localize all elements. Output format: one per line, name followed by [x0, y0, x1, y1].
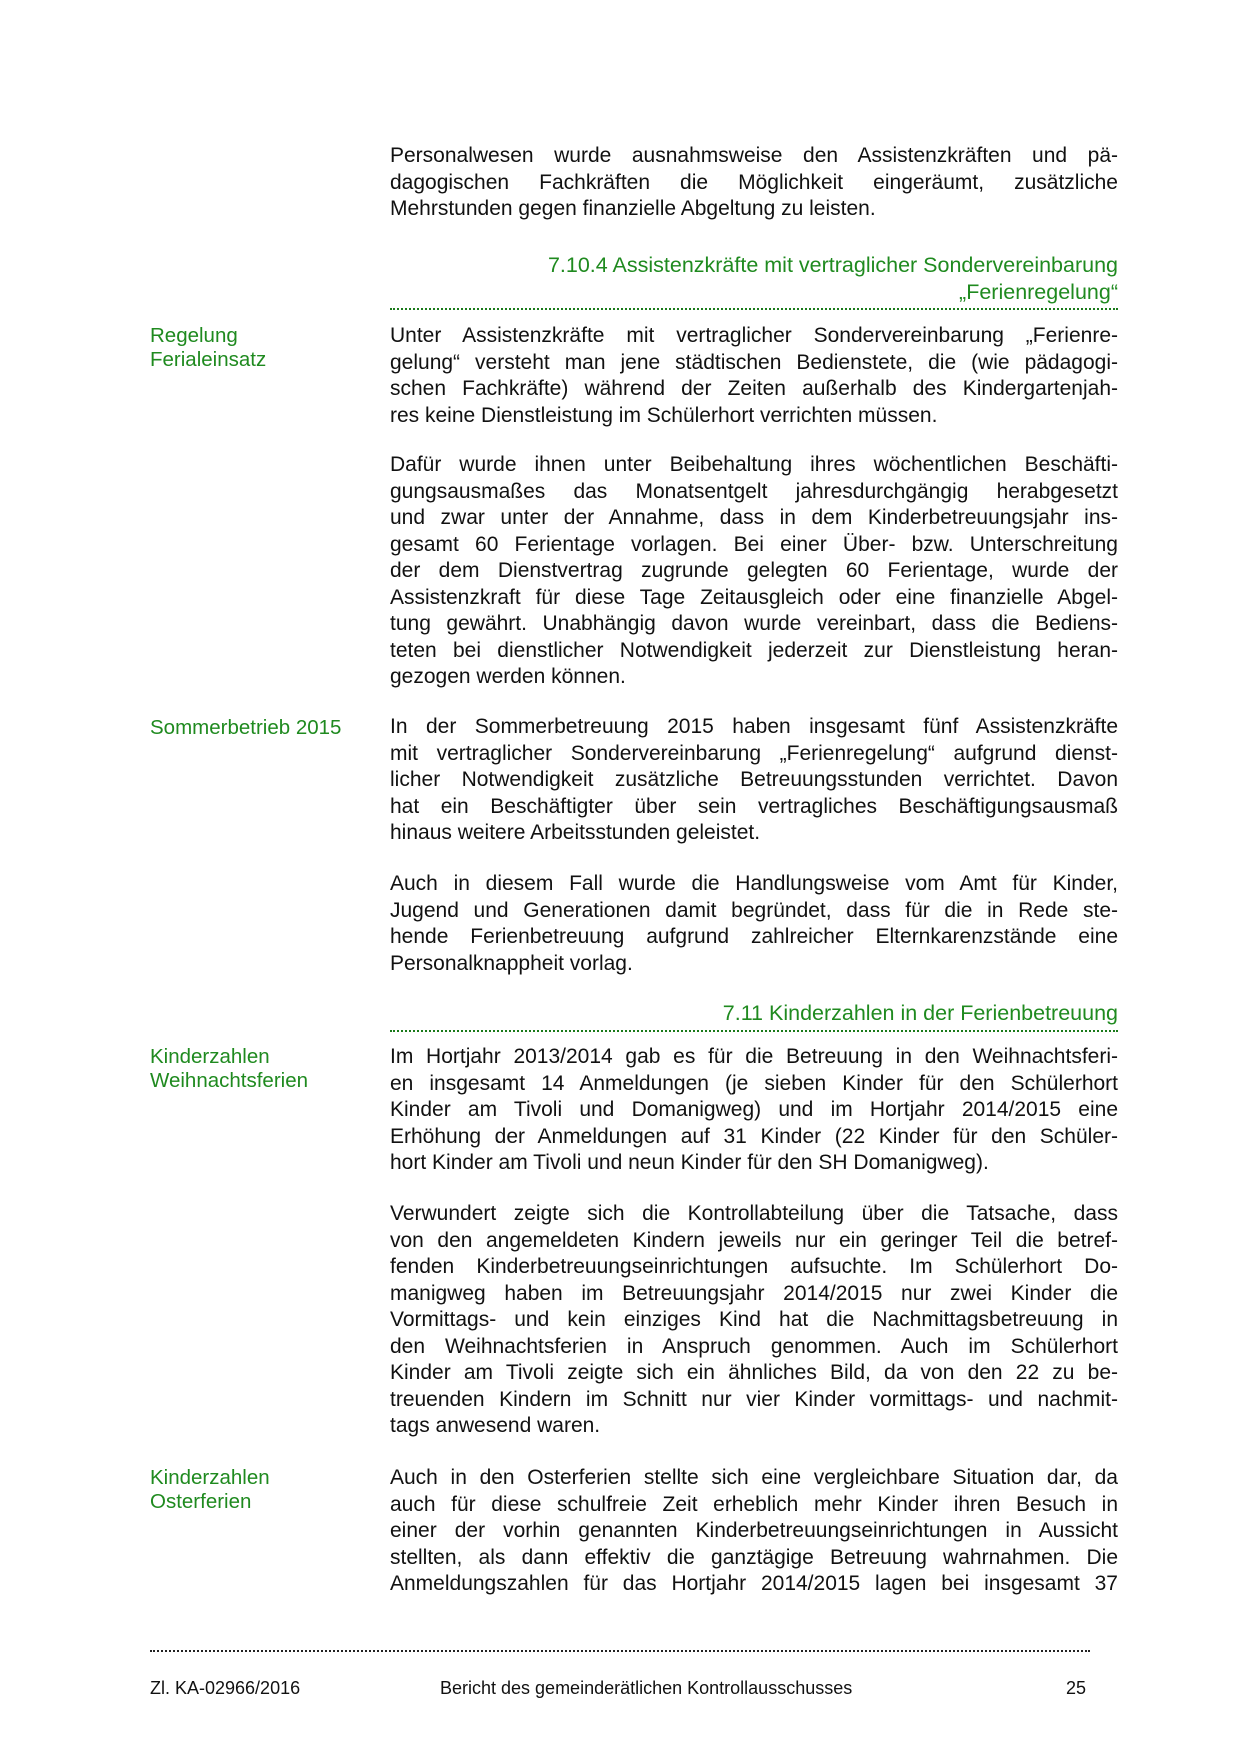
text-line: Erhöhung der Anmeldungen auf 31 Kinder (22 Kinder für den Schüler- — [390, 1124, 1118, 1148]
text-line: hort Kinder am Tivoli und neun Kinder für den SH Domanigweg). — [390, 1151, 989, 1174]
paragraph-1 — [390, 323, 1118, 429]
text-line: Im Hortjahr 2013/2014 gab es für die Betreuung in den Weihnachtsferi- — [390, 1045, 1118, 1068]
text-line: von den angemeldeten Kindern jeweils nur ein geringer Teil die betref- — [390, 1228, 1118, 1252]
text-line: Mehrstunden gegen finanzielle Abgeltung zu leisten. — [390, 197, 876, 220]
heading-line: 7.11 Kinderzahlen in der Ferienbetreuung — [722, 1001, 1118, 1025]
margin-note-line: Kinderzahlen — [150, 1466, 270, 1489]
paragraph-4 — [390, 871, 1118, 977]
margin-note-line: Sommerbetrieb 2015 — [150, 716, 342, 739]
margin-note-weihnachtsferien — [150, 1045, 370, 1093]
text-line: gesamt 60 Ferientage vorlagen. Bei einer Über- bzw. Unterschreitung — [390, 532, 1118, 556]
section-heading-7-11 — [390, 1000, 1118, 1027]
text-line: tung gewährt. Unabhängig davon wurde vereinbart, dass die Bediens- — [390, 612, 1118, 635]
footer-reference: Zl. KA-02966/2016 — [150, 1678, 301, 1698]
text-line: Anmeldungszahlen für das Hortjahr 2014/2015 lagen bei insgesamt 37 — [390, 1572, 1118, 1595]
text-line: hat ein Beschäftigter über sein vertragliches Beschäftigungsausmaß — [390, 794, 1118, 818]
text-line: en insgesamt 14 Anmeldungen (je sieben Kinder für den Schülerhort — [390, 1071, 1118, 1095]
text-line: Auch in diesem Fall wurde die Handlungsweise vom Amt für Kinder, — [390, 872, 1118, 895]
paragraph-5 — [390, 1044, 1118, 1177]
margin-note-line: Ferialeinsatz — [150, 348, 267, 371]
heading-line: „Ferienregelung“ — [959, 280, 1118, 304]
section-divider — [390, 308, 1118, 310]
text-line: schen Fachkräfte) während der Zeiten außerhalb des Kindergartenjah- — [390, 377, 1118, 400]
text-line: hende Ferienbetreuung aufgrund zahlreicher Elternkarenzstände eine — [390, 925, 1118, 948]
margin-note-line: Weihnachtsferien — [150, 1069, 309, 1092]
text-line: stellten, als dann effektiv die ganztägige Betreuung wahrnahmen. Die — [390, 1545, 1118, 1569]
margin-note-line: Osterferien — [150, 1490, 252, 1513]
paragraph-6 — [390, 1201, 1118, 1440]
margin-note-line: Regelung — [150, 324, 238, 347]
text-line: licher Notwendigkeit zusätzliche Betreuungsstunden verrichtet. Davon — [390, 768, 1118, 791]
text-line: Unter Assistenzkräfte mit vertraglicher Sondervereinbarung „Ferienre- — [390, 324, 1118, 347]
text-line: den Weihnachtsferien in Anspruch genommen. Auch im Schülerhort — [390, 1334, 1118, 1358]
paragraph-2 — [390, 452, 1118, 691]
paragraph-3 — [390, 714, 1118, 847]
text-line: Personalknappheit vorlag. — [390, 951, 633, 975]
footer-divider — [150, 1650, 1090, 1652]
text-line: treuenden Kindern im Schnitt nur vier Kinder vormittags- und nachmit- — [390, 1387, 1118, 1411]
text-line: In der Sommerbetreuung 2015 haben insgesamt fünf Assistenzkräfte — [390, 715, 1118, 738]
text-line: Verwundert zeigte sich die Kontrollabteilung über die Tatsache, dass — [390, 1202, 1118, 1225]
margin-note-regelung — [150, 324, 370, 372]
margin-note-sommerbetrieb — [150, 716, 370, 740]
text-line: teten bei dienstlicher Notwendigkeit jederzeit zur Dienstleistung heran- — [390, 638, 1118, 662]
text-line: Dafür wurde ihnen unter Beibehaltung ihres wöchentlichen Beschäfti- — [390, 453, 1118, 476]
text-line: Assistenzkraft für diese Tage Zeitausgleich oder eine finanzielle Abgel- — [390, 585, 1118, 609]
margin-note-line: Kinderzahlen — [150, 1045, 270, 1068]
text-line: tags anwesend waren. — [390, 1414, 601, 1437]
text-line: und zwar unter der Annahme, dass in dem Kinderbetreuungsjahr ins- — [390, 506, 1118, 529]
heading-line: 7.10.4 Assistenzkräfte mit vertraglicher Sondervereinbarung — [547, 253, 1118, 277]
section-heading-7-10-4 — [390, 252, 1118, 306]
text-line: einer der vorhin genannten Kinderbetreuungseinrichtungen in Aussicht — [390, 1519, 1118, 1542]
text-line: Kinder am Tivoli zeigte sich ein ähnliches Bild, da von den 22 zu be- — [390, 1361, 1118, 1384]
footer-title: Bericht des gemeinderätlichen Kontrollausschusses — [440, 1678, 853, 1698]
text-line: auch für diese schulfreie Zeit erheblich mehr Kinder ihren Besuch in — [390, 1492, 1118, 1516]
page-number: 25 — [1066, 1678, 1087, 1698]
text-line: dagogischen Fachkräften die Möglichkeit eingeräumt, zusätzliche — [390, 170, 1118, 194]
text-line: der dem Dienstvertrag zugrunde gelegten 60 Ferientage, wurde der — [390, 559, 1118, 582]
text-line: fenden Kinderbetreuungseinrichtungen aufsuchte. Im Schülerhort Do- — [390, 1255, 1118, 1278]
margin-note-osterferien — [150, 1466, 370, 1514]
section-divider — [390, 1030, 1118, 1032]
text-line: Vormittags- und kein einziges Kind hat die Nachmittagsbetreuung in — [390, 1308, 1118, 1331]
text-line: manigweg haben im Betreuungsjahr 2014/2015 nur zwei Kinder die — [390, 1281, 1118, 1305]
text-line: gelung“ versteht man jene städtischen Bedienstete, die (wie pädagogi- — [390, 350, 1118, 374]
text-line: Auch in den Osterferien stellte sich eine vergleichbare Situation dar, da — [390, 1466, 1118, 1489]
text-line: gungsausmaßes das Monatsentgelt jahresdurchgängig herabgesetzt — [390, 479, 1118, 503]
text-line: mit vertraglicher Sondervereinbarung „Ferienregelung“ aufgrund dienst- — [390, 741, 1118, 765]
paragraph-7 — [390, 1465, 1118, 1598]
text-line: Jugend und Generationen damit begründet, dass für die in Rede ste- — [390, 898, 1118, 922]
intro-paragraph — [390, 143, 1118, 223]
text-line: res keine Dienstleistung im Schülerhort verrichten müssen. — [390, 403, 938, 427]
text-line: Personalwesen wurde ausnahmsweise den Assistenzkräften und pä- — [390, 144, 1118, 167]
text-line: Kinder am Tivoli und Domanigweg) und im Hortjahr 2014/2015 eine — [390, 1098, 1118, 1121]
text-line: hinaus weitere Arbeitsstunden geleistet. — [390, 821, 761, 844]
text-line: gezogen werden können. — [390, 665, 626, 688]
